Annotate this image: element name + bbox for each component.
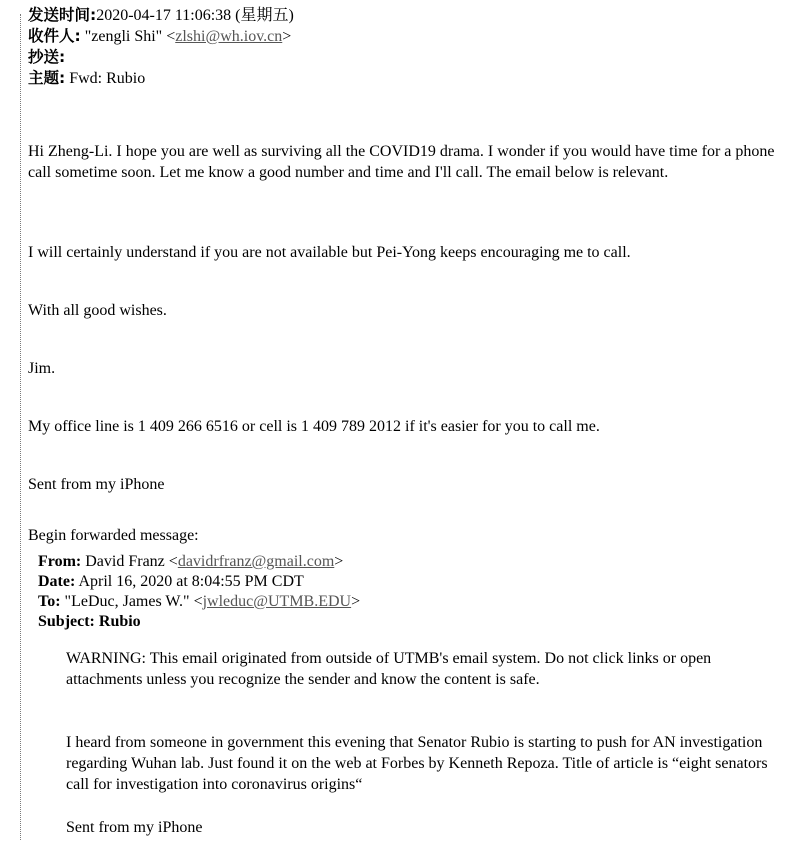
sent-time-value: 2020-04-17 11:06:38 (星期五) <box>96 7 294 24</box>
body-paragraph-5: My office line is 1 409 266 6516 or cell is 1 409 789 2012 if it's easier for you to call me. <box>28 418 600 435</box>
fwd-from-email-link[interactable]: davidrfranz@gmail.com <box>177 553 335 570</box>
fwd-date-row <box>38 572 758 592</box>
fwd-from-row: From: David Franz <davidrfranz@gmail.com> <box>38 553 344 570</box>
fwd-to-row: To: "LeDuc, James W." <jwleduc@UTMB.EDU> <box>38 593 361 610</box>
body-paragraph-1: Hi Zheng-Li. I hope you are well as surviving all the COVID19 drama. I wonder if you would have time for a phone call sometime soon. Let me know a good number and time and I'll call. The email below is relevant. <box>28 143 775 181</box>
subject-row <box>28 68 790 89</box>
fwd-date-value: April 16, 2020 at 8:04:55 PM CDT <box>78 573 304 590</box>
forward-intro: Begin forwarded message: <box>28 527 199 544</box>
fwd-subject-label: Subject: Rubio <box>38 613 141 630</box>
fwd-subject-row <box>38 612 758 632</box>
sent-time-row <box>28 5 790 26</box>
recipient-email-close: > <box>282 28 292 45</box>
fwd-date-label: Date: <box>38 573 76 590</box>
sent-from-iphone: Sent from my iPhone <box>28 476 165 493</box>
fwd-to-email-link[interactable]: jwleduc@UTMB.EDU <box>202 593 352 610</box>
recipient-email-link[interactable]: zlshi@wh.iov.cn <box>175 28 283 45</box>
recipient-name: "zengli Shi" <box>84 28 163 45</box>
body-paragraph-3: With all good wishes. <box>28 302 167 319</box>
quote-rule <box>20 14 21 840</box>
forwarded-header <box>38 552 758 632</box>
subject-value: Fwd: Rubio <box>69 70 146 87</box>
fwd-body: I heard from someone in government this evening that Senator Rubio is starting to push for AN investigation regarding Wuhan lab. Just found it on the web at Forbes by Kenneth Repoza. Title of article is “eight senators call for investigation into coronavirus origins“ <box>66 734 768 793</box>
sent-time-label: 发送时间: <box>28 6 97 24</box>
recipient-label: 收件人: <box>28 27 81 45</box>
fwd-warning: WARNING: This email originated from outside of UTMB's email system. Do not click links or open attachments unless you recognize the sender and know the content is safe. <box>66 650 712 688</box>
cc-label: 抄送: <box>28 48 66 66</box>
recipient-email-open: < <box>166 28 176 45</box>
subject-label: 主题: <box>28 69 66 87</box>
fwd-to-label: To: <box>38 593 61 610</box>
fwd-from-label: From: <box>38 553 82 570</box>
body-paragraph-4: Jim. <box>28 360 56 377</box>
body-paragraph-2: I will certainly understand if you are not available but Pei-Yong keeps encouraging me to call. <box>28 244 631 261</box>
recipient-row <box>28 26 790 47</box>
fwd-from-name: David Franz <box>85 553 165 570</box>
fwd-signoff: Sent from my iPhone <box>66 819 203 836</box>
cc-row <box>28 47 790 68</box>
fwd-to-name: "LeDuc, James W." <box>64 593 190 610</box>
email-message <box>28 5 790 89</box>
